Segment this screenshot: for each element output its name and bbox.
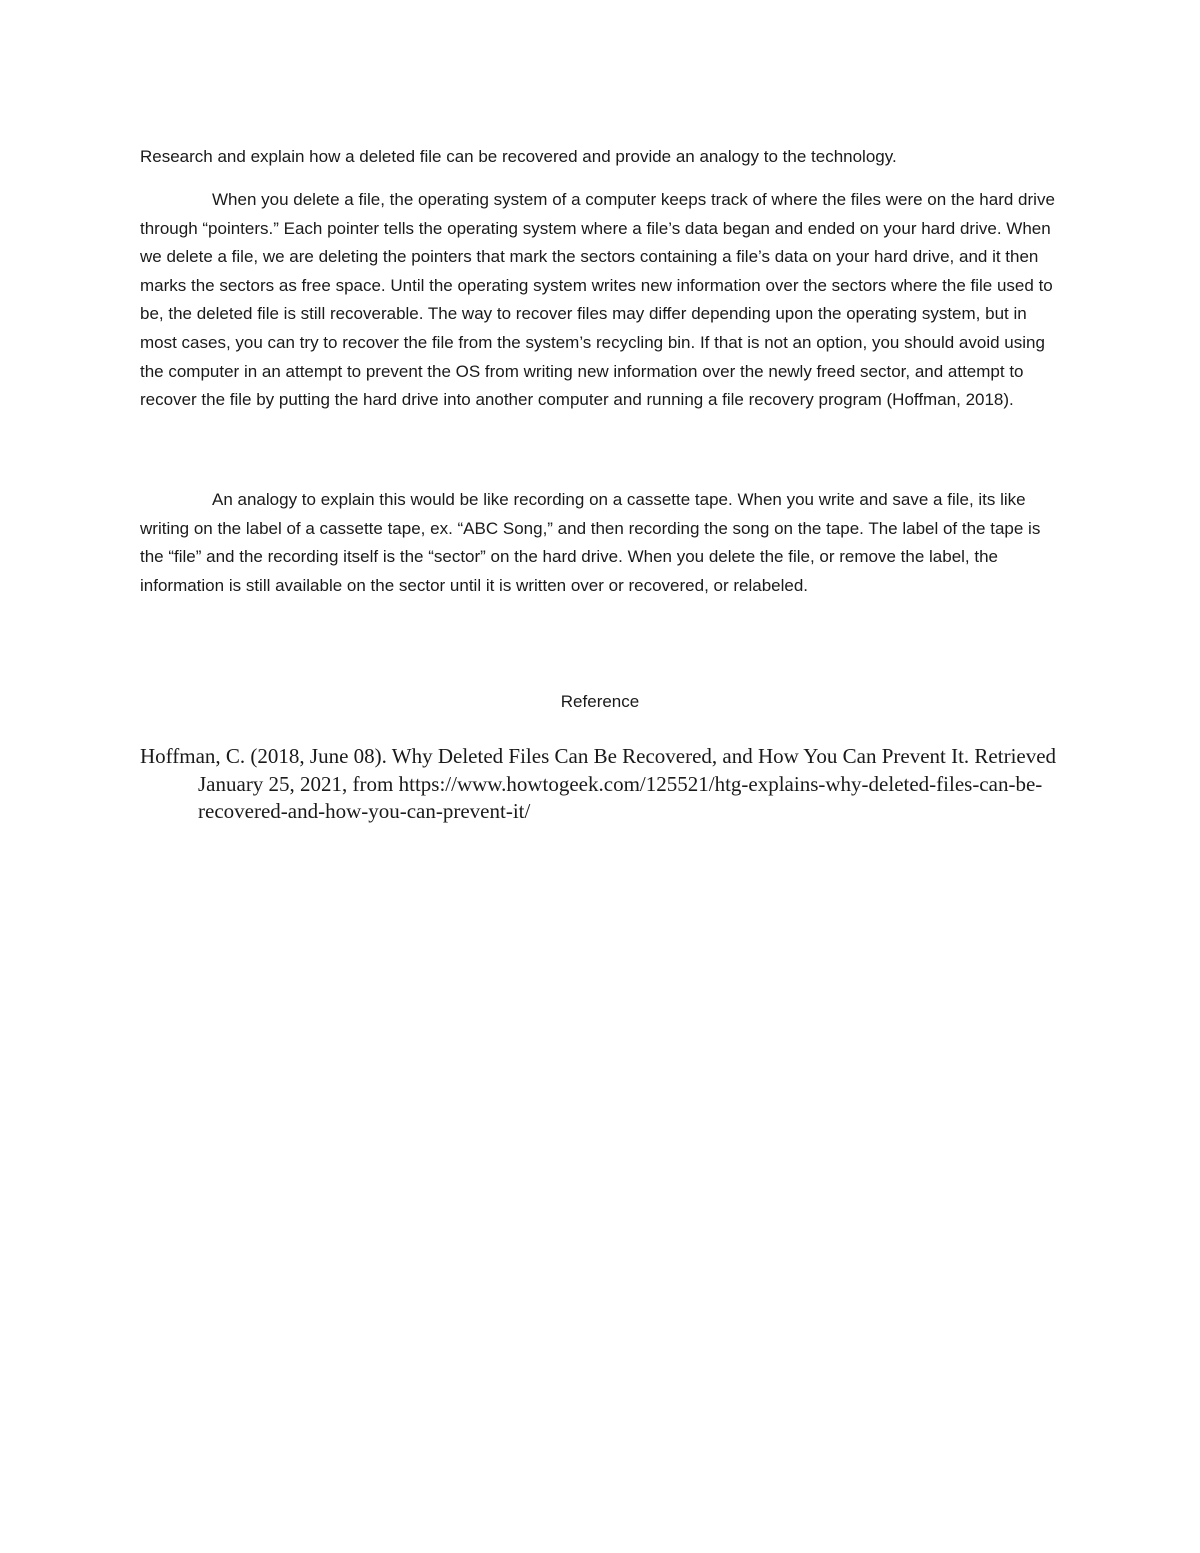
- explanation-paragraph: When you delete a file, the operating system of a computer keeps track of where the files were on the hard drive through “pointers.” Each pointer tells the operating system where a file’s data began and ended on your hard drive. When we delete a file, we are deleting the pointers that mark the sectors containing a file’s data on your hard drive, and it then marks the sectors as free space. Until the operating system writes new information over the sectors where the file used to be, the deleted file is still recoverable. The way to recover files may differ depending upon the operating system, but in most cases, you can try to recover the file from the system’s recycling bin. If that is not an option, you should avoid using the computer in an attempt to prevent the OS from writing new information over the newly freed sector, and attempt to recover the file by putting the hard drive into another computer and running a file recovery program (Hoffman, 2018).: [140, 190, 1055, 410]
- reference-heading: Reference: [560, 692, 640, 711]
- assignment-prompt: Research and explain how a deleted file can be recovered and provide an analogy to the technology.: [140, 147, 897, 166]
- reference-entry: Hoffman, C. (2018, June 08). Why Deleted Files Can Be Recovered, and How You Can Prevent It. Retrieved January 25, 2021, from https://www.howtogeek.com/125521/htg-explains-why-deleted-files-can-be-recovered-and-how-you-can-prevent-it/: [140, 744, 1057, 823]
- analogy-paragraph: An analogy to explain this would be like recording on a cassette tape. When you write and save a file, its like writing on the label of a cassette tape, ex. “ABC Song,” and then recording the song on the tape. The label of the tape is the “file” and the recording itself is the “sector” on the hard drive. When you delete the file, or remove the label, the information is still available on the sector until it is written over or recovered, or relabeled.: [140, 490, 1041, 595]
